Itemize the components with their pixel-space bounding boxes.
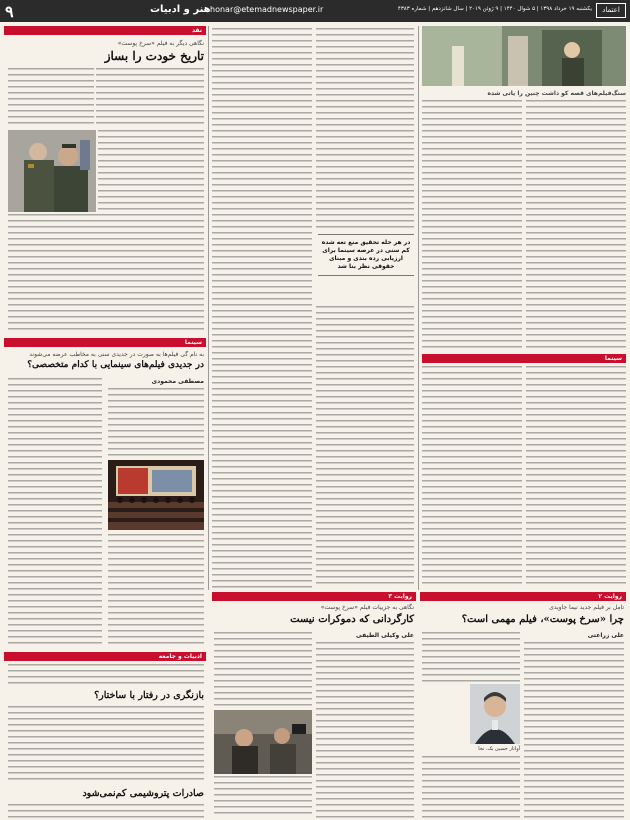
article-body-column bbox=[422, 632, 520, 682]
article-kicker: نگاهی به جزییات فیلم «سرخ پوست» bbox=[320, 604, 414, 611]
article-photo-cinema bbox=[108, 460, 204, 530]
page-header bbox=[0, 0, 630, 22]
article-body-column bbox=[316, 306, 414, 588]
article-body-column bbox=[98, 130, 204, 212]
section-bar-narrative-2: روایت ۲ bbox=[420, 592, 626, 601]
article-body-column bbox=[8, 706, 204, 784]
article-body-column bbox=[8, 804, 204, 818]
article-headline: کارگردانی که دموکرات نیست bbox=[290, 614, 414, 625]
column-rule bbox=[208, 26, 209, 590]
section-title: هنر و ادبیات bbox=[150, 4, 211, 15]
article-body-column bbox=[212, 28, 312, 588]
article-headline: بازنگری در رفتار با ساختار؟ bbox=[94, 690, 204, 701]
author-portrait-photo bbox=[470, 684, 520, 744]
article-body-column bbox=[8, 378, 102, 648]
article-headline: چرا «سرخ پوست»، فیلم مهمی است؟ bbox=[461, 614, 624, 625]
article-body-column bbox=[108, 534, 204, 648]
section-bar-narrative-3: روایت ۳ bbox=[212, 592, 416, 601]
article-kicker: به نام گی فیلم‌ها به صورت در جدیدی سنی به مخاطب عرضه می‌شوند bbox=[29, 351, 204, 358]
article-kicker: تامل بر فیلم جدید نیما جاویدی bbox=[549, 604, 624, 611]
article-headline: در جدیدی فیلم‌های سینمایی با کدام متخصصی؟ bbox=[27, 360, 204, 370]
column-rule bbox=[418, 26, 419, 590]
article-body-column bbox=[8, 68, 94, 128]
article-byline: علی وکیلی الطیفی bbox=[356, 632, 414, 639]
article-headline: تاریخ خودت را بساز bbox=[104, 49, 204, 63]
article-body-column bbox=[316, 28, 414, 228]
section-bar-cinema: سینما bbox=[4, 338, 206, 347]
photo-caption: آواتار حسین یک، نجا bbox=[478, 746, 520, 752]
article-body-column bbox=[108, 388, 204, 458]
date-line: یکشنبه ۱۹ خرداد ۱۳۹۸ | ۵ شوال ۱۴۴۰ | ۹ ژوئن ۲۰۱۹ | سال شانزدهم | شماره ۴۳۸۳ bbox=[397, 6, 592, 12]
section-bar-cinema: سینما bbox=[422, 354, 626, 363]
article-body-column bbox=[526, 366, 626, 588]
article-body-column bbox=[422, 100, 522, 350]
page-number: ۹ bbox=[5, 2, 14, 21]
newspaper-logo: اعتماد bbox=[596, 3, 626, 18]
section-bar-literature: ادبیات و جامعه bbox=[4, 652, 206, 661]
section-bar-critique: نقد bbox=[4, 26, 206, 35]
article-body-column bbox=[422, 756, 520, 818]
article-photo-film-set bbox=[214, 710, 312, 774]
section-email: honar@etemadnewspaper.ir bbox=[210, 5, 324, 14]
article-byline: مصطفی محمودی bbox=[151, 378, 204, 385]
article-byline: علی زراعتی bbox=[587, 632, 624, 639]
article-body-column bbox=[214, 776, 312, 818]
article-body-column bbox=[96, 68, 204, 128]
pull-quote: در هر حله تحقیق منع تعه شده کم سنی در عرصه سینما برای ارزیابی رده بندی و مبنای حقوقی نظر بنا شد bbox=[318, 234, 414, 276]
article-body-column bbox=[316, 642, 414, 818]
article-photo-officers bbox=[8, 130, 96, 212]
article-body-column bbox=[8, 664, 204, 686]
article-body-column bbox=[214, 632, 312, 708]
article-headline: صادرات پتروشیمی کم‌نمی‌شود bbox=[82, 788, 204, 799]
article-body-column bbox=[422, 366, 522, 588]
article-kicker: سنگ‌فیلم‌های قصه کو داشت چنین را یاتی شده bbox=[487, 90, 626, 97]
article-body-column bbox=[526, 100, 626, 350]
article-photo-film-still bbox=[422, 26, 626, 86]
article-kicker: نگاهی دیگر به فیلم «سرخ پوست» bbox=[117, 40, 204, 47]
article-body-column bbox=[524, 642, 624, 818]
article-body-column bbox=[8, 214, 204, 334]
